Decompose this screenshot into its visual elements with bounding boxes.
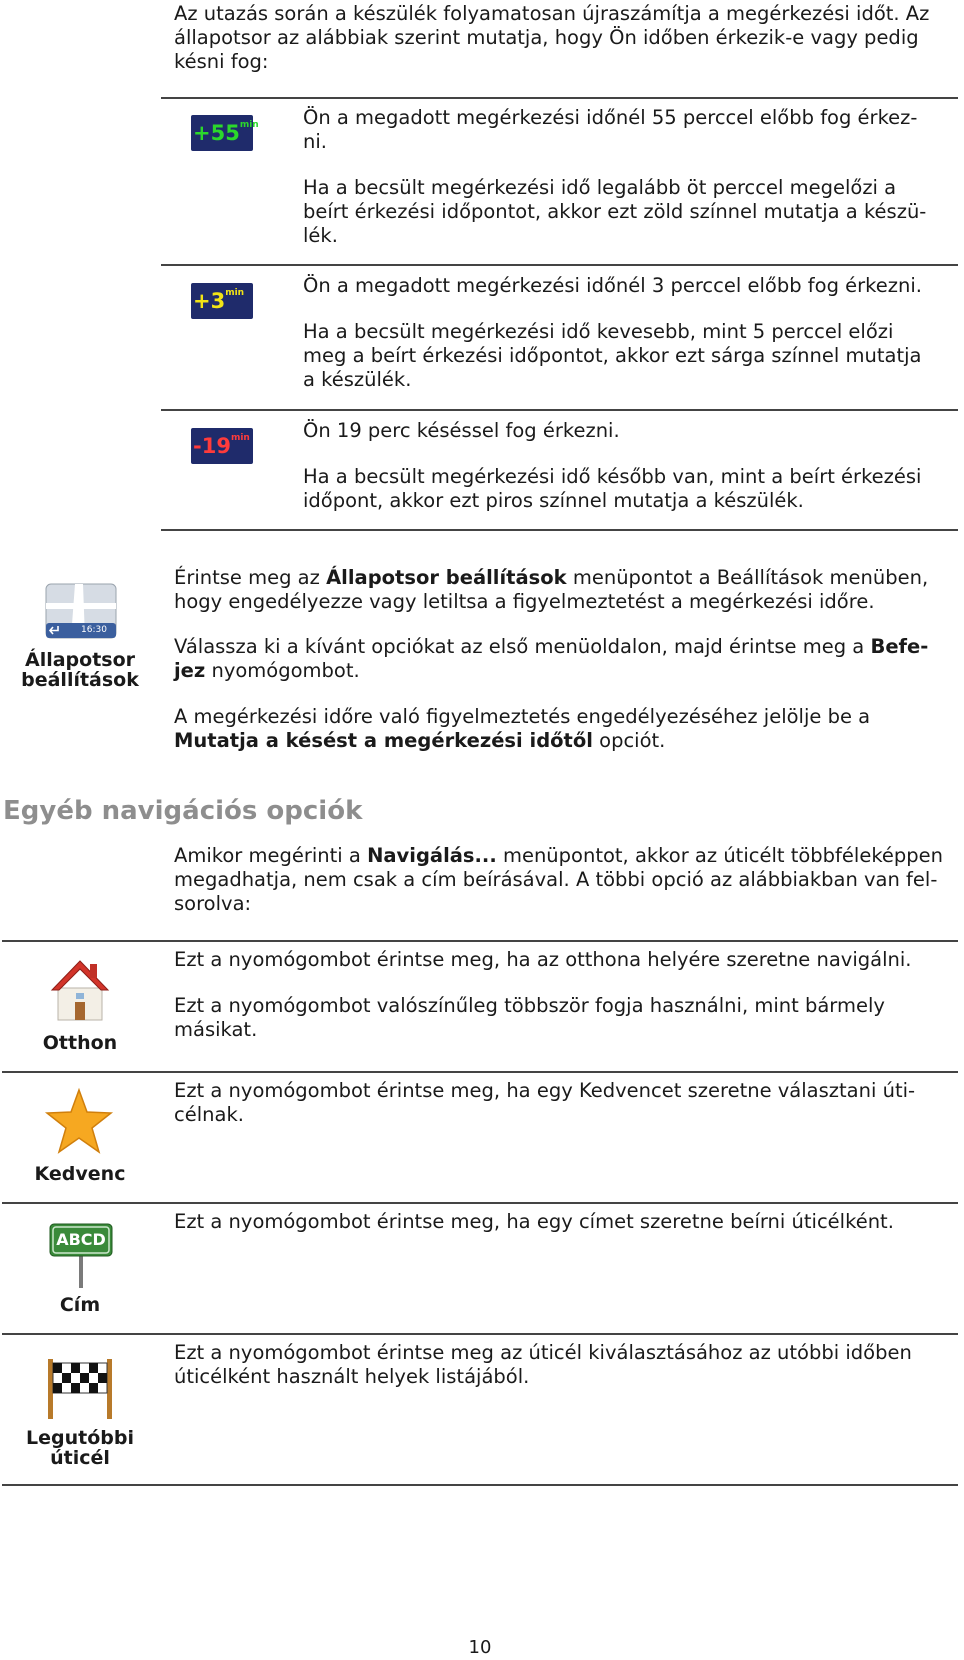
status-desc: a készülék. <box>303 368 412 391</box>
button-ref: jez <box>174 659 206 682</box>
status-desc: időpont, akkor ezt piros színnel mutatja a készülék. <box>303 489 804 512</box>
badge-unit: min <box>239 120 259 130</box>
recent-destination-label <box>15 1428 145 1468</box>
status-line: Ön 19 perc késéssel fog érkezni. <box>303 419 620 442</box>
status-desc: meg a beírt érkezési időpontot, akkor ezt sárga színnel mutatja <box>303 344 922 367</box>
status-row-early-55 <box>303 106 953 248</box>
options-rule <box>2 940 958 942</box>
address-sign-icon <box>48 1222 114 1288</box>
checkered-flag-icon <box>45 1357 115 1419</box>
table-rule <box>161 264 958 266</box>
badge-unit: min <box>225 288 245 298</box>
page-number: 10 <box>468 1637 492 1658</box>
label-line: beállítások <box>21 669 139 691</box>
menu-item-ref: Állapotsor beállítások <box>326 566 567 589</box>
statusbar-settings-text <box>174 566 944 753</box>
label-line: Állapotsor <box>24 649 136 671</box>
text-line: célnak. <box>174 1103 244 1126</box>
status-desc: Ha a becsült megérkezési idő kevesebb, mint 5 perccel előzi <box>303 320 894 343</box>
status-row-early-3 <box>303 274 953 392</box>
status-desc: lék. <box>303 224 338 247</box>
text-span: menüpontot a Beállítások menüben, <box>566 566 929 589</box>
status-desc: beírt érkezési időpontot, akkor ezt zöld színnel mutatja a készü- <box>303 200 927 223</box>
favourite-label: Kedvenc <box>34 1163 126 1185</box>
late-19-badge-icon <box>191 428 253 464</box>
recent-destination-option-text <box>174 1341 954 1389</box>
status-row-late-19 <box>303 419 953 513</box>
text-line: Ezt a nyomógombot érintse meg, ha egy Kedvencet szeretne választani úti- <box>174 1079 916 1102</box>
home-option-text <box>174 948 954 1042</box>
home-icon <box>50 958 110 1022</box>
option-ref: Mutatja a késést a megérkezési időtől <box>174 729 593 752</box>
text-span: nyomógombot. <box>205 659 360 682</box>
label-line: Legutóbbi <box>26 1427 134 1449</box>
options-rule <box>2 1333 958 1335</box>
text-span: opciót. <box>592 729 666 752</box>
options-rule <box>2 1484 958 1486</box>
options-rule <box>2 1071 958 1073</box>
text-line: Ezt a nyomógombot érintse meg, ha egy címet szeretne beírni úticélként. <box>174 1210 894 1233</box>
text-line: sorolva: <box>174 892 252 915</box>
status-line: Ön a megadott megérkezési időnél 3 perccel előbb fog érkezni. <box>303 274 922 297</box>
status-desc: Ha a becsült megérkezési idő később van, mint a beírt érkezési <box>303 465 922 488</box>
sign-text: ABCD <box>56 1230 106 1249</box>
intro-line: Az utazás során a készülék folyamatosan újraszámítja a megérkezési időt. Az <box>174 2 930 25</box>
badge-value: +3 <box>193 289 226 313</box>
text-line: Ezt a nyomógombot érintse meg, ha az otthona helyére szeretne navigálni. <box>174 948 912 971</box>
intro-paragraph <box>174 2 934 74</box>
intro-line: állapotsor az alábbiak szerint mutatja, hogy Ön időben érkezik-e vagy pedig <box>174 26 919 49</box>
statusbar-settings-label <box>15 650 145 690</box>
table-rule <box>161 97 958 99</box>
intro-line: késni fog: <box>174 50 269 73</box>
favourite-option-text <box>174 1079 954 1127</box>
status-line: Ön a megadott megérkezési időnél 55 perccel előbb fog érkez- <box>303 106 918 129</box>
text-line: hogy engedélyezze vagy letiltsa a figyelmeztetést a megérkezési időre. <box>174 590 875 613</box>
text-span: Amikor megérinti a <box>174 844 368 867</box>
text-span: Válassza ki a kívánt opciókat az első menüoldalon, majd érintse meg a <box>174 635 871 658</box>
text-line: úticélként használt helyek listájából. <box>174 1365 530 1388</box>
status-desc: Ha a becsült megérkezési idő legalább öt perccel megelőzi a <box>303 176 897 199</box>
early-3-badge-icon <box>191 283 253 319</box>
early-55-badge-icon <box>191 115 259 151</box>
text-line: Ezt a nyomógombot valószínűleg többször fogja használni, mint bármely <box>174 994 885 1017</box>
text-line: Ezt a nyomógombot érintse meg az úticél kiválasztásához az utóbbi időben <box>174 1341 912 1364</box>
home-label: Otthon <box>42 1032 118 1054</box>
text-line: A megérkezési időre való figyelmeztetés engedélyezéséhez jelölje be a <box>174 705 871 728</box>
star-icon <box>45 1088 113 1154</box>
status-line: ni. <box>303 130 327 153</box>
section-heading: Egyéb navigációs opciók <box>3 796 363 826</box>
label-line: úticél <box>50 1447 110 1469</box>
button-ref: Befe- <box>870 635 929 658</box>
text-line: másikat. <box>174 1018 258 1041</box>
text-span: Érintse meg az <box>174 566 327 589</box>
address-label: Cím <box>59 1294 101 1316</box>
text-span: menüpontot, akkor az úticélt többféleképpen <box>496 844 944 867</box>
statusbar-settings-icon <box>45 583 117 639</box>
badge-value: +55 <box>193 121 240 145</box>
options-rule <box>2 1202 958 1204</box>
badge-value: -19 <box>193 434 231 458</box>
section-intro <box>174 844 964 916</box>
text-line: megadhatja, nem csak a cím beírásával. A többi opció az alábbiakban van fel- <box>174 868 938 891</box>
table-rule <box>161 409 958 411</box>
badge-unit: min <box>230 433 250 443</box>
table-rule <box>161 529 958 531</box>
icon-time: 16:30 <box>81 625 107 635</box>
address-option-text <box>174 1210 954 1234</box>
menu-item-ref: Navigálás... <box>367 844 497 867</box>
